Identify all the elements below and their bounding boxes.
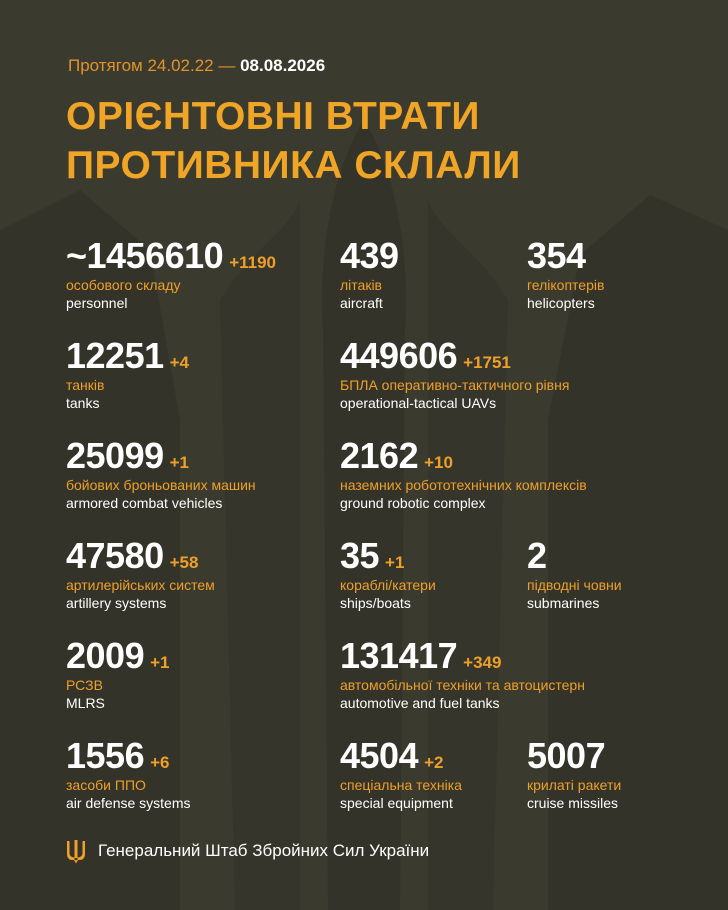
stat-delta: +1 bbox=[385, 553, 405, 572]
stat-value: 2009 bbox=[66, 635, 145, 676]
stat-label-ua: РСЗВ bbox=[66, 677, 103, 693]
footer-org-name: Генеральний Штаб Збройних Сил України bbox=[98, 841, 430, 860]
stat-label-ua: бойових броньованих машин bbox=[66, 477, 256, 493]
stat-label-en: ground robotic complex bbox=[340, 495, 486, 511]
stat-label-en: MLRS bbox=[66, 695, 105, 711]
stat-value: 2162 bbox=[340, 435, 419, 476]
stat-submarines bbox=[527, 536, 622, 612]
page-title bbox=[66, 92, 521, 190]
stat-armored-vehicles bbox=[66, 436, 256, 512]
stat-value: 12251 bbox=[66, 335, 164, 376]
stat-label-ua: особового складу bbox=[66, 277, 181, 293]
stat-label-en: artillery systems bbox=[66, 595, 167, 611]
stat-value: 35 bbox=[340, 535, 380, 576]
stat-ground-robotic bbox=[340, 436, 587, 512]
stat-label-ua: літаків bbox=[340, 277, 382, 293]
stat-label-en: special equipment bbox=[340, 795, 453, 811]
stat-value: 439 bbox=[340, 235, 399, 276]
stat-value: 1556 bbox=[66, 735, 145, 776]
stat-delta: +58 bbox=[169, 553, 199, 572]
stat-label-ua: БПЛА оперативно-тактичного рівня bbox=[340, 377, 570, 393]
stat-special-equipment bbox=[340, 736, 462, 812]
stat-value: 131417 bbox=[340, 635, 458, 676]
stat-label-ua: засоби ППО bbox=[66, 777, 146, 793]
period-prefix: Протягом 24.02.22 — bbox=[68, 56, 236, 75]
stat-personnel bbox=[66, 236, 276, 312]
stat-automotive bbox=[340, 636, 585, 712]
stat-label-ua: автомобільної техніки та автоцистерн bbox=[340, 677, 585, 693]
stat-delta: +1190 bbox=[229, 253, 276, 272]
stat-helicopters bbox=[527, 236, 604, 312]
stat-delta: +1751 bbox=[463, 353, 511, 372]
stat-delta: +1 bbox=[169, 453, 189, 472]
stat-uavs bbox=[340, 336, 569, 412]
footer bbox=[66, 838, 429, 864]
stat-label-ua: кораблі/катери bbox=[340, 577, 436, 593]
stat-cruise-missiles bbox=[527, 736, 621, 812]
stat-label-ua: спеціальна техніка bbox=[340, 777, 462, 793]
stat-tanks bbox=[66, 336, 189, 412]
stat-delta: +1 bbox=[150, 653, 170, 672]
stat-label-en: armored combat vehicles bbox=[66, 495, 223, 511]
stat-label-en: air defense systems bbox=[66, 795, 191, 811]
title-line-2: ПРОТИВНИКА СКЛАЛИ bbox=[66, 144, 521, 187]
stat-value: 449606 bbox=[340, 335, 458, 376]
stat-label-ua: крилаті ракети bbox=[527, 777, 622, 793]
stat-label-en: tanks bbox=[66, 395, 100, 411]
stat-ships bbox=[340, 536, 436, 612]
stat-delta: +349 bbox=[463, 653, 502, 672]
stat-value: 47580 bbox=[66, 535, 164, 576]
stat-label-en: operational-tactical UAVs bbox=[340, 395, 497, 411]
stat-delta: +6 bbox=[150, 753, 170, 772]
stat-label-ua: підводні човни bbox=[527, 577, 622, 593]
stat-label-en: helicopters bbox=[527, 295, 595, 311]
stat-aircraft bbox=[340, 236, 399, 312]
stat-label-ua: наземних робототехнічних комплексів bbox=[340, 477, 587, 493]
stat-value: 5007 bbox=[527, 735, 606, 776]
stat-label-ua: танків bbox=[66, 377, 105, 393]
stat-value: 4504 bbox=[340, 735, 419, 776]
stat-label-en: submarines bbox=[527, 595, 600, 611]
stat-delta: +2 bbox=[424, 753, 444, 772]
stat-delta: +10 bbox=[424, 453, 453, 472]
period-end-date: 08.08.2026 bbox=[240, 56, 326, 75]
stat-mlrs bbox=[66, 636, 169, 712]
period bbox=[68, 56, 325, 76]
stat-label-en: automotive and fuel tanks bbox=[340, 695, 500, 711]
title-line-1: ОРІЄНТОВНІ ВТРАТИ bbox=[66, 95, 480, 138]
stat-value: 25099 bbox=[66, 435, 164, 476]
stat-label-ua: гелікоптерів bbox=[527, 277, 605, 293]
trident-icon bbox=[66, 838, 86, 864]
stat-value: 354 bbox=[527, 235, 586, 276]
stat-label-en: personnel bbox=[66, 295, 128, 311]
stat-value: 2 bbox=[527, 535, 547, 576]
stat-label-ua: артилерійських систем bbox=[66, 577, 215, 593]
stat-label-en: cruise missiles bbox=[527, 795, 619, 811]
stat-artillery bbox=[66, 536, 215, 612]
stat-value: ~1456610 bbox=[66, 235, 224, 276]
stat-label-en: aircraft bbox=[340, 295, 383, 311]
stat-air-defense bbox=[66, 736, 191, 812]
stat-delta: +4 bbox=[169, 353, 189, 372]
stat-label-en: ships/boats bbox=[340, 595, 411, 611]
